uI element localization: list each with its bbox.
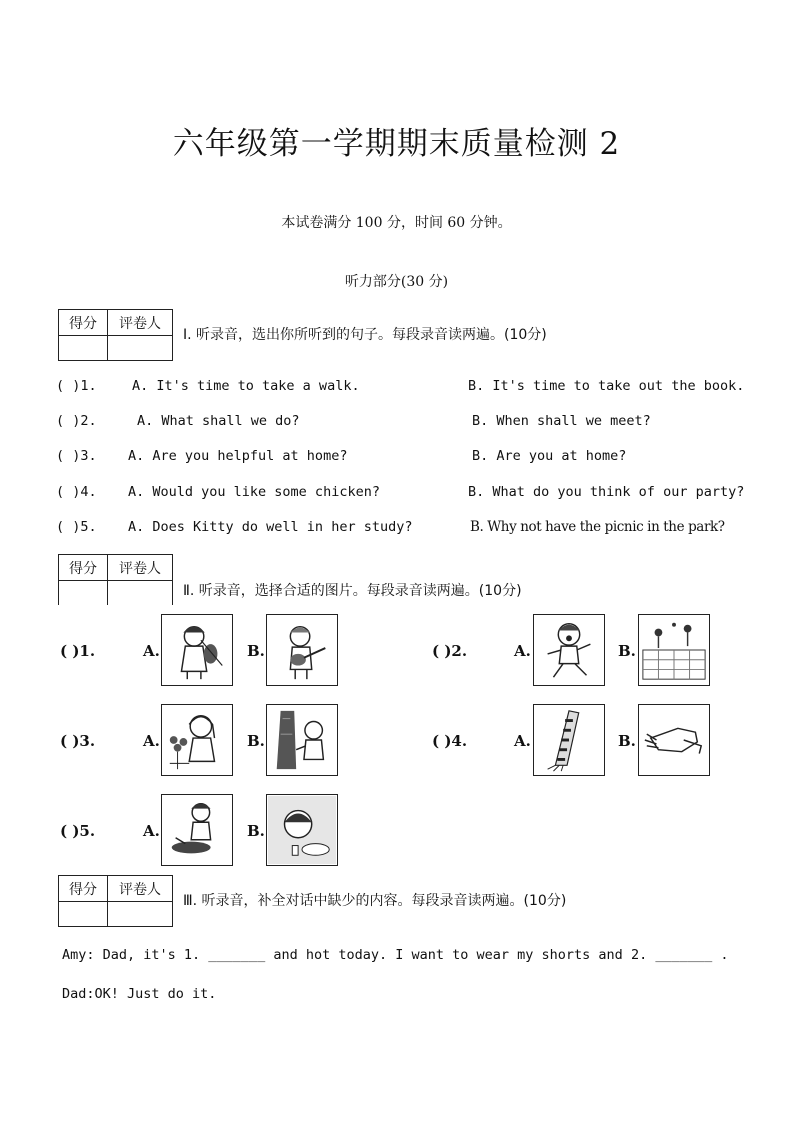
exam-info: 本试卷满分 100 分，时间 60 分钟。 [281, 215, 512, 231]
gloves-icon[interactable] [638, 704, 710, 776]
picture-question-2-label-b: B. [618, 642, 636, 660]
girl-cake-icon[interactable] [266, 794, 338, 866]
picture-question-3-label-a: A. [143, 732, 160, 750]
grader-label: 评卷人 [119, 561, 161, 577]
question-2-option-a: A. What shall we do? [137, 413, 300, 429]
boy-tree-icon[interactable] [266, 704, 338, 776]
question-1-number[interactable]: ( )1. [56, 378, 97, 394]
girl-cooking-icon[interactable] [161, 794, 233, 866]
picture-question-5-number[interactable]: ( )5. [60, 822, 96, 840]
picture-question-3-label-b: B. [247, 732, 265, 750]
girl-violin-icon[interactable] [161, 614, 233, 686]
girl-flowers-icon[interactable] [161, 704, 233, 776]
boy-guitar-icon[interactable] [266, 614, 338, 686]
scarf-icon[interactable] [533, 704, 605, 776]
grader-label: 评卷人 [119, 316, 161, 332]
picture-question-4-label-a: A. [514, 732, 531, 750]
question-2-option-b: B. When shall we meet? [472, 413, 651, 429]
question-3-number[interactable]: ( )3. [56, 448, 97, 464]
dialogue-line-1: Amy: Dad, it's 1. _______ and hot today. I want to wear my shorts and 2. _______ . [62, 947, 729, 963]
picture-question-4-label-b: B. [618, 732, 636, 750]
score-label: 得分 [69, 882, 97, 898]
picture-question-1-number[interactable]: ( )1. [60, 642, 96, 660]
grader-label: 评卷人 [119, 882, 161, 898]
question-4-option-b: B. What do you think of our party? [468, 484, 745, 500]
picture-question-2-number[interactable]: ( )2. [432, 642, 468, 660]
page-title: 六年级第一学期期末质量检测 2 [172, 126, 621, 162]
question-5-option-b: B. Why not have the picnic in the park? [470, 519, 725, 535]
score-label: 得分 [69, 316, 97, 332]
badminton-court-icon[interactable] [638, 614, 710, 686]
listening-part-header: 听力部分(30 分) [344, 274, 449, 290]
question-4-number[interactable]: ( )4. [56, 484, 97, 500]
score-label: 得分 [69, 561, 97, 577]
picture-question-1-label-a: A. [143, 642, 160, 660]
picture-question-5-label-b: B. [247, 822, 265, 840]
question-1-option-b: B. It's time to take out the book. [468, 378, 745, 394]
question-1-option-a: A. It's time to take a walk. [132, 378, 360, 394]
picture-question-1-label-b: B. [247, 642, 265, 660]
picture-question-3-number[interactable]: ( )3. [60, 732, 96, 750]
dialogue-line-2: Dad:OK! Just do it. [62, 986, 217, 1002]
section-2-heading: Ⅱ. 听录音，选择合适的图片。每段录音读两遍。(10分) [183, 583, 522, 599]
picture-question-5-label-a: A. [143, 822, 160, 840]
score-box-2 [58, 554, 173, 605]
section-1-heading: Ⅰ. 听录音，选出你所听到的句子。每段录音读两遍。(10分) [183, 327, 547, 343]
question-3-option-b: B. Are you at home? [472, 448, 627, 464]
question-5-option-a: A. Does Kitty do well in her study? [128, 519, 413, 535]
score-box-1 [58, 309, 173, 361]
section-3-heading: Ⅲ. 听录音，补全对话中缺少的内容。每段录音读两遍。(10分) [183, 893, 567, 909]
score-box-3 [58, 875, 173, 927]
boy-running-icon[interactable] [533, 614, 605, 686]
picture-question-4-number[interactable]: ( )4. [432, 732, 468, 750]
question-4-option-a: A. Would you like some chicken? [128, 484, 380, 500]
question-5-number[interactable]: ( )5. [56, 519, 97, 535]
picture-question-2-label-a: A. [514, 642, 531, 660]
question-3-option-a: A. Are you helpful at home? [128, 448, 348, 464]
question-2-number[interactable]: ( )2. [56, 413, 97, 429]
